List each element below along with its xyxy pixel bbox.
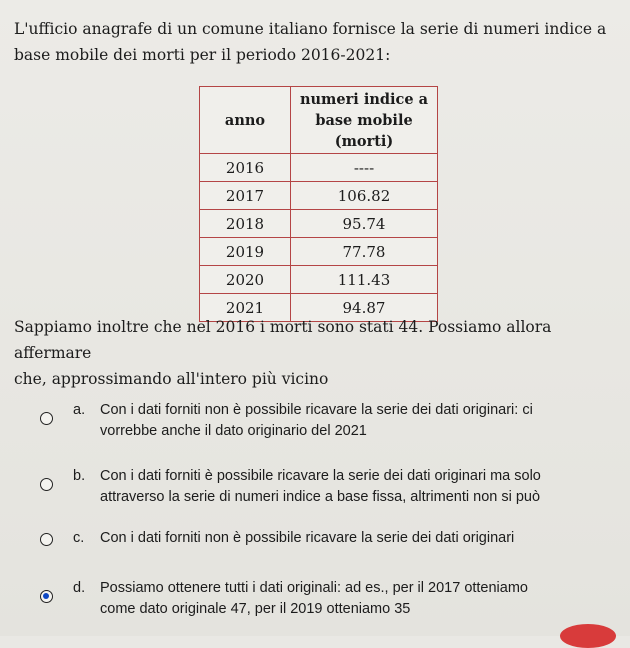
red-marker-blob [560,624,616,648]
option-b-radio[interactable] [40,478,53,491]
row-value: 77.78 [291,238,438,266]
option-a-line-1: Con i dati forniti non è possibile ricavare la serie dei dati originari: ci [100,402,533,418]
option-d-line-2: come dato originale 47, per il 2019 otteniamo 35 [100,601,411,617]
header-index-line-2: base mobile [315,111,413,129]
row-year: 2021 [200,294,291,322]
option-a-line-2: vorrebbe anche il dato originario del 2021 [100,423,367,439]
row-value: 111.43 [291,266,438,294]
header-index-line-3: (morti) [334,132,394,150]
row-year: 2018 [200,210,291,238]
table-row [200,238,438,266]
question-paragraph [14,314,624,392]
header-index [291,87,438,154]
header-year: anno [200,87,291,154]
table-row [200,210,438,238]
option-c-text [100,528,600,549]
table-row [200,182,438,210]
option-d-text [100,578,600,620]
row-year: 2019 [200,238,291,266]
option-a-letter: a. [73,402,86,418]
row-value: 106.82 [291,182,438,210]
option-b-letter: b. [73,468,86,484]
table-row [200,266,438,294]
option-c-line-1: Con i dati forniti non è possibile ricavare la serie dei dati originari [100,530,515,546]
row-value: ---- [291,154,438,182]
index-table [199,86,438,322]
question-line-1: Sappiamo inoltre che nel 2016 i morti sono stati 44. Possiamo allora affermare [14,318,552,362]
option-c-radio[interactable] [40,533,53,546]
option-b-line-2: attraverso la serie di numeri indice a base fissa, altrimenti non si può [100,489,541,505]
option-b-line-1: Con i dati forniti è possibile ricavare la serie dei dati originari ma solo [100,468,541,484]
intro-paragraph [14,16,614,68]
row-year: 2020 [200,266,291,294]
option-a-text [100,400,600,442]
option-d-radio[interactable] [40,590,53,603]
table-row [200,154,438,182]
option-d-line-1: Possiamo ottenere tutti i dati originali: ad es., per il 2017 otteniamo [100,580,528,596]
header-index-line-1: numeri indice a [299,90,429,108]
row-year: 2017 [200,182,291,210]
row-year: 2016 [200,154,291,182]
option-b-text [100,466,600,508]
row-value: 95.74 [291,210,438,238]
intro-line-2: base mobile dei morti per il periodo 2016-2021: [14,46,391,64]
question-line-2: che, approssimando all'intero più vicino [14,370,329,388]
table-header-row [200,87,438,154]
intro-line-1: L'ufficio anagrafe di un comune italiano fornisce la serie di numeri indice a [14,20,607,38]
option-c-letter: c. [73,530,85,546]
option-d-letter: d. [73,580,86,596]
option-a-radio[interactable] [40,412,53,425]
row-value: 94.87 [291,294,438,322]
